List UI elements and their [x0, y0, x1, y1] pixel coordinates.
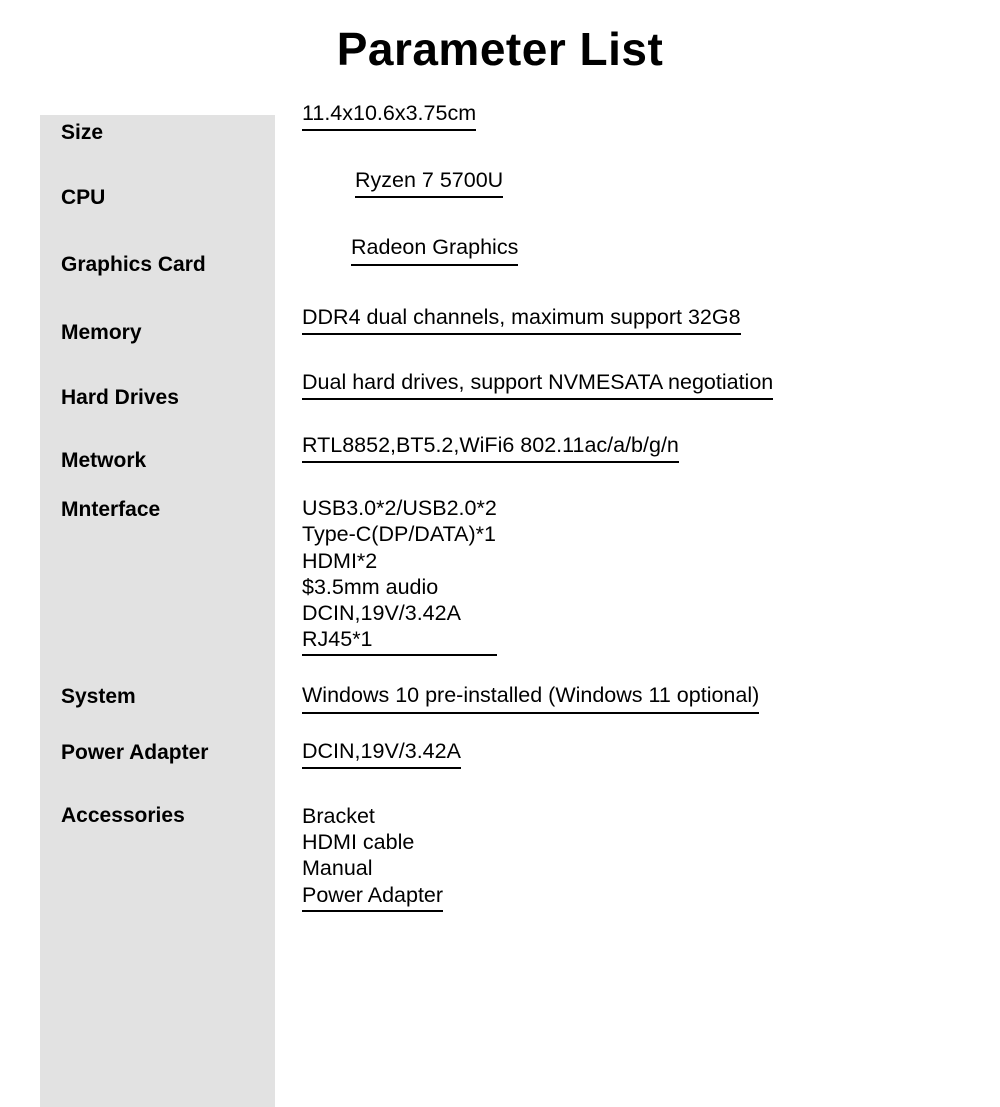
row-label-memory: Memory: [61, 320, 142, 344]
row-value-network: [275, 432, 980, 463]
row-value-system-text: Windows 10 pre-installed (Windows 11 optional): [302, 682, 759, 713]
row-label-hard-drives: Hard Drives: [61, 385, 179, 409]
row-label-accessories: Accessories: [61, 803, 185, 827]
row-value-power-adapter: [275, 738, 980, 769]
row-value-graphics-card: [275, 234, 980, 265]
row-value-memory: [275, 304, 980, 335]
row-value-size-text: 11.4x10.6x3.75cm: [302, 100, 476, 131]
table-row: [40, 234, 980, 277]
page-title: Parameter List: [336, 23, 664, 75]
row-value-size: [275, 100, 980, 131]
row-label-interface: Mnterface: [61, 498, 161, 522]
row-value-interface: [275, 495, 980, 656]
row-value-network-text: RTL8852,BT5.2,WiFi6 802.11ac/a/b/g/n: [302, 432, 679, 463]
row-value-hard-drives-text: Dual hard drives, support NVMESATA negotiation: [302, 369, 773, 400]
row-label-system: System: [61, 685, 136, 709]
row-value-system: [275, 682, 980, 713]
row-value-accessories: [275, 803, 980, 912]
table-row: [40, 495, 980, 656]
row-value-graphics-card-text: Radeon Graphics: [351, 234, 518, 265]
row-value-cpu-text: Ryzen 7 5700U: [355, 167, 503, 198]
row-label-size: Size: [61, 121, 104, 144]
row-value-accessories-text: Bracket HDMI cable Manual Power Adapter: [302, 803, 443, 912]
row-value-power-adapter-text: DCIN,19V/3.42A: [302, 738, 461, 769]
table-row: [40, 369, 980, 410]
table-row: [40, 738, 980, 769]
table-row: [40, 432, 980, 473]
row-value-memory-text: DDR4 dual channels, maximum support 32G8: [302, 304, 741, 335]
row-value-interface-text: USB3.0*2/USB2.0*2 Type-C(DP/DATA)*1 HDMI*2 $3.5mm audio DCIN,19V/3.42A RJ45*1: [302, 495, 497, 656]
table-row: [40, 304, 980, 345]
table-row: [40, 100, 980, 145]
row-label-network: Metwork: [61, 448, 147, 472]
row-label-power-adapter: Power Adapter: [61, 740, 209, 764]
row-value-hard-drives: [275, 369, 980, 400]
row-label-cpu: CPU: [61, 186, 106, 210]
row-value-cpu: [275, 167, 980, 198]
table-row: [40, 682, 980, 713]
parameter-table: [40, 100, 980, 912]
row-label-graphics-card: Graphics Card: [61, 253, 206, 277]
table-row: [40, 803, 980, 912]
table-row: [40, 167, 980, 210]
